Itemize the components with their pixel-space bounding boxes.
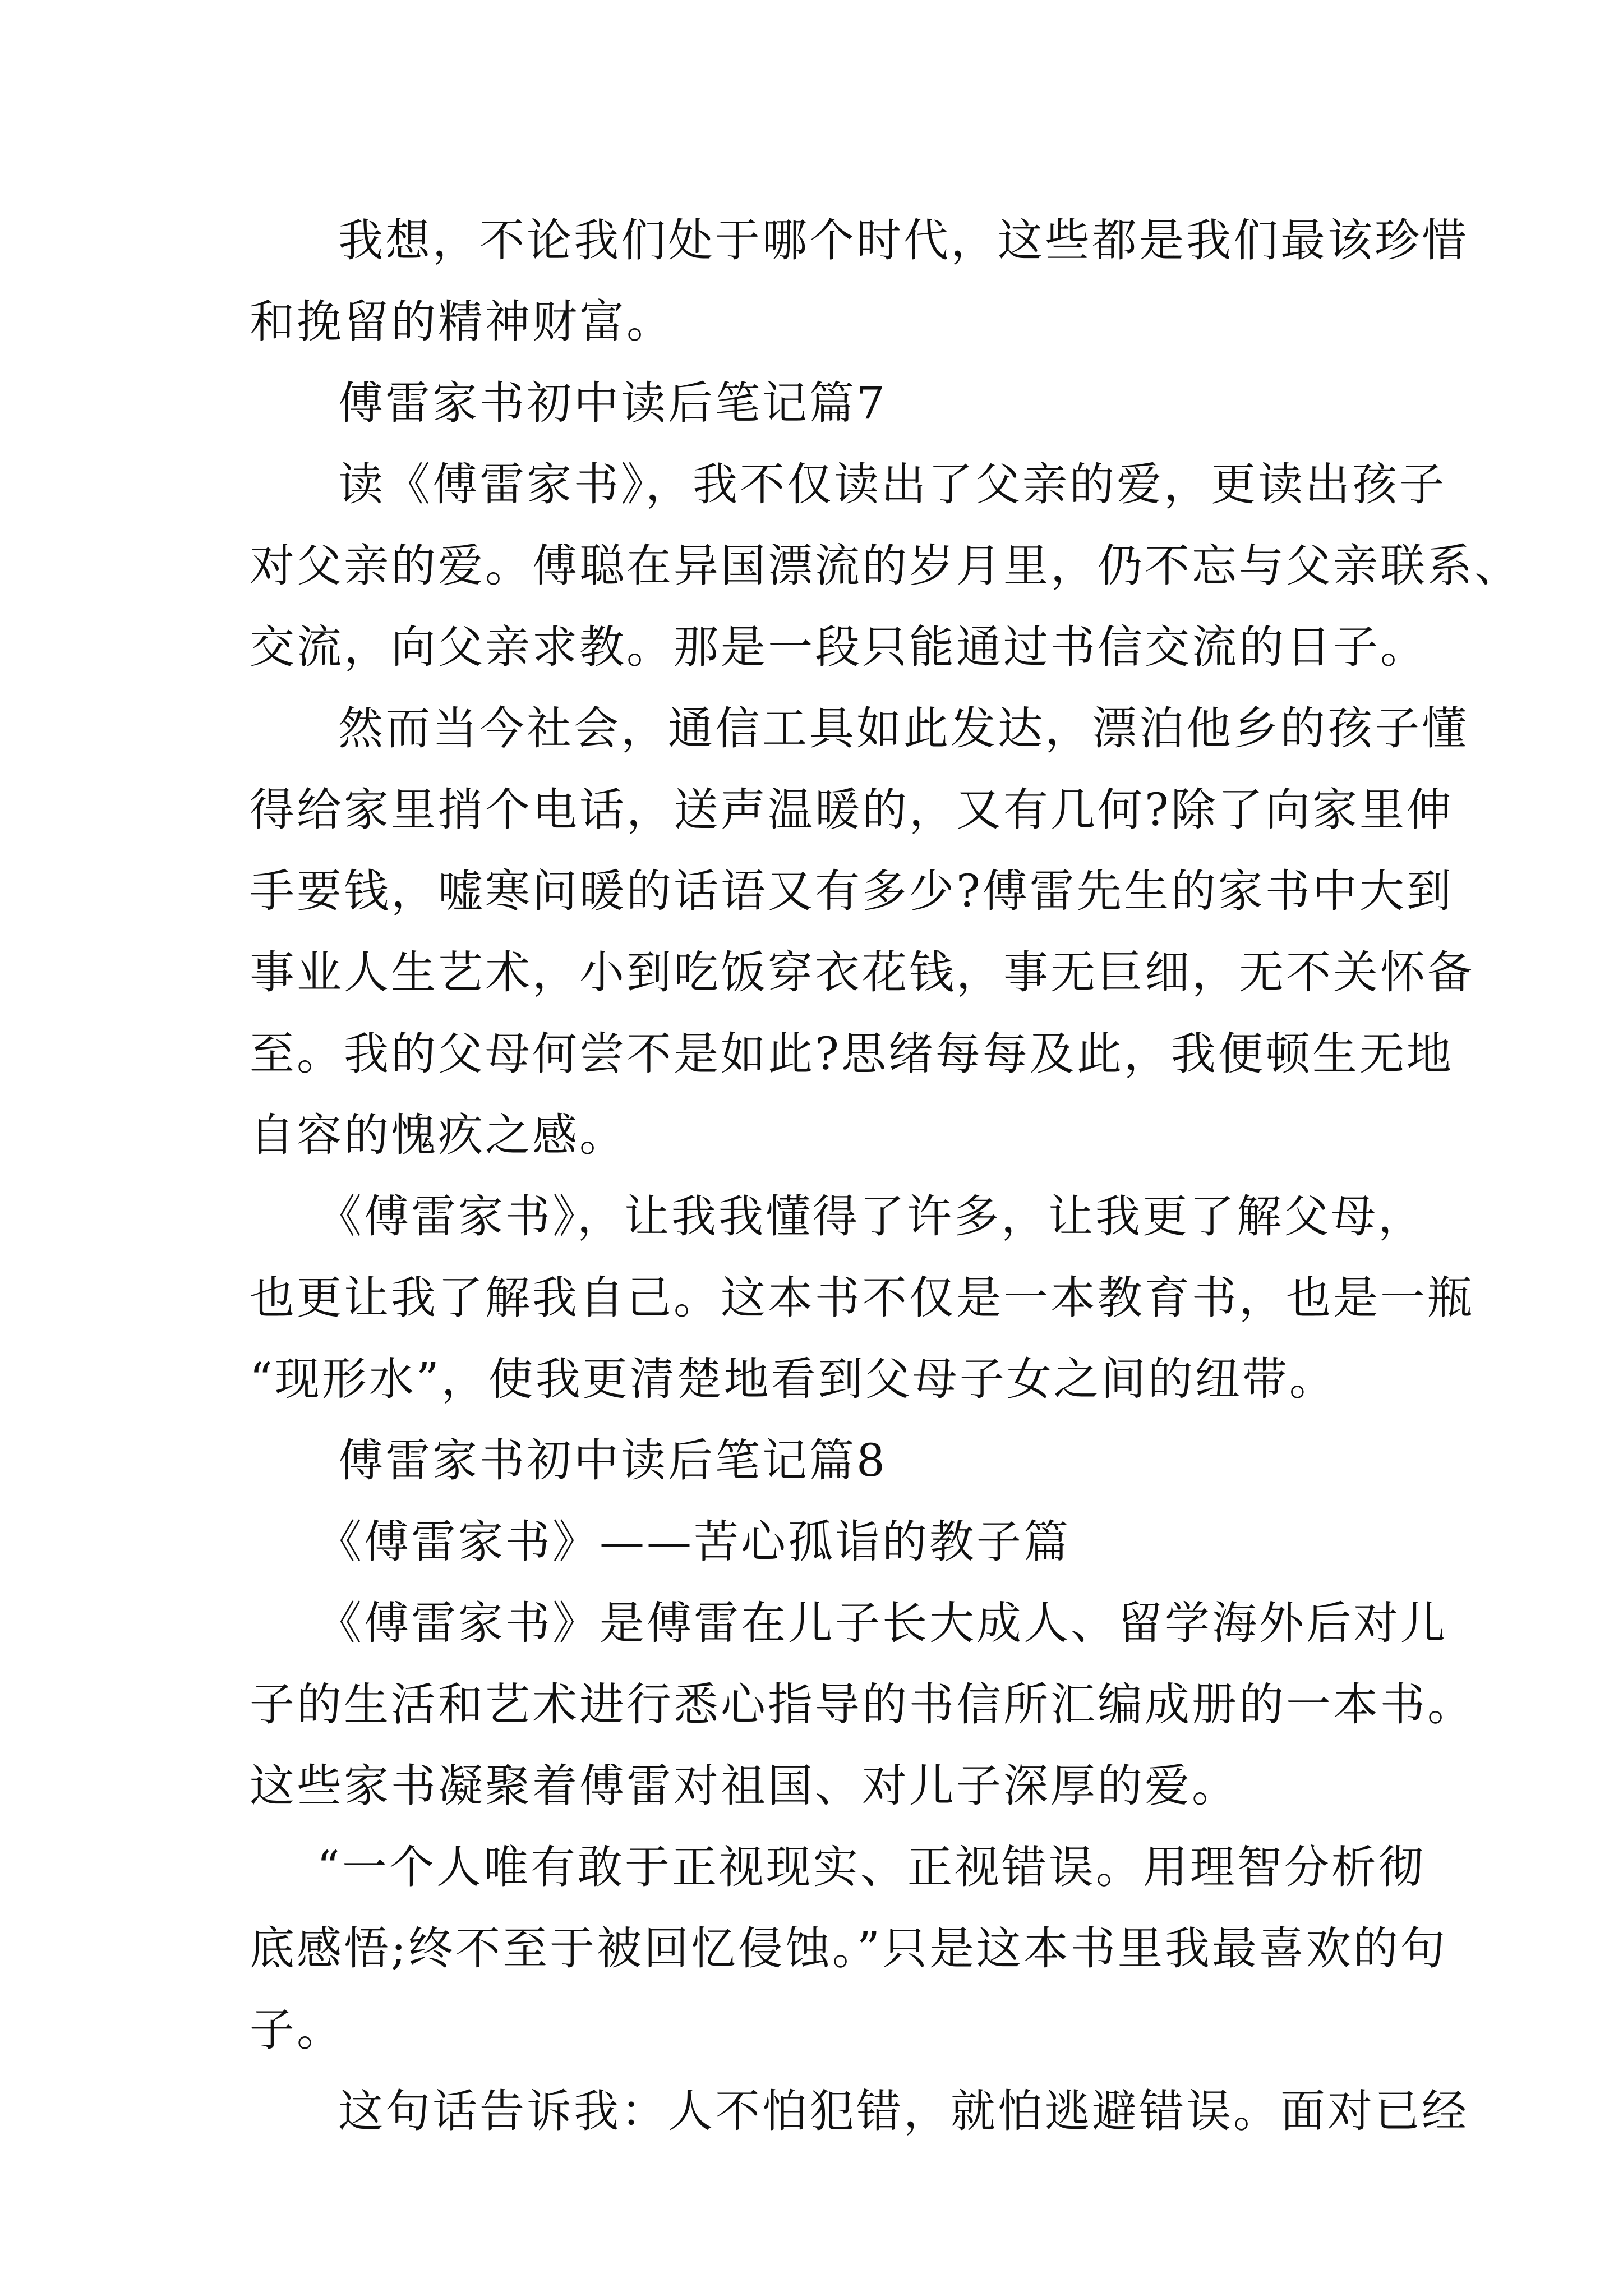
paragraph-line: 对父亲的爱。傅聪在异国漂流的岁月里，仍不忘与父亲联系、 (250, 540, 1521, 592)
section-heading: 傅雷家书初中读后笔记篇8 (338, 1434, 887, 1487)
paragraph-line: 也更让我了解我自己。这本书不仅是一本教育书，也是一瓶 (250, 1272, 1474, 1324)
section-heading: 傅雷家书初中读后笔记篇7 (338, 377, 887, 429)
paragraph-line: 至。我的父母何尝不是如此?思绪每每及此，我便顿生无地 (250, 1028, 1454, 1080)
document-body (250, 200, 1521, 2152)
subheading: 《傅雷家书》——苦心孤诣的教子篇 (317, 1516, 1071, 1568)
paragraph-line: 然而当今社会，通信工具如此发达，漂泊他乡的孩子懂 (338, 702, 1469, 754)
paragraph-line: 这句话告诉我：人不怕犯错，就怕逃避错误。面对已经 (338, 2085, 1469, 2137)
paragraph-line: 自容的愧疚之感。 (250, 1109, 626, 1161)
paragraph-line: 读《傅雷家书》，我不仅读出了父亲的爱，更读出孩子 (338, 458, 1446, 510)
paragraph-line: 子。 (250, 2004, 344, 2056)
paragraph-line: 得给家里捎个电话，送声温暖的，又有几何?除了向家里伸 (250, 784, 1454, 836)
paragraph-line: 底感悟;终不至于被回忆侵蚀。”只是这本书里我最喜欢的句 (250, 1922, 1447, 1975)
paragraph-line: 交流，向父亲求教。那是一段只能通过书信交流的日子。 (250, 621, 1427, 673)
paragraph-line: “一个人唯有敢于正视现实、正视错误。用理智分析彻 (317, 1841, 1426, 1893)
paragraph-line: 《傅雷家书》是傅雷在儿子长大成人、留学海外后对儿 (317, 1597, 1447, 1649)
paragraph-line: 子的生活和艺术进行悉心指导的书信所汇编成册的一本书。 (250, 1678, 1474, 1731)
paragraph-line: “现形水”，使我更清楚地看到父母子女之间的纽带。 (250, 1353, 1336, 1405)
paragraph-line: 《傅雷家书》，让我我懂得了许多，让我更了解父母， (317, 1190, 1425, 1243)
paragraph-line: 和挽留的精神财富。 (250, 296, 674, 348)
paragraph-line: 我想，不论我们处于哪个时代，这些都是我们最该珍惜 (338, 214, 1469, 266)
paragraph-line: 手要钱，嘘寒问暖的话语又有多少?傅雷先生的家书中大到 (250, 865, 1454, 917)
paragraph-line: 事业人生艺术，小到吃饭穿衣花钱，事无巨细，无不关怀备 (250, 946, 1474, 999)
paragraph-line: 这些家书凝聚着傅雷对祖国、对儿子深厚的爱。 (250, 1760, 1239, 1812)
